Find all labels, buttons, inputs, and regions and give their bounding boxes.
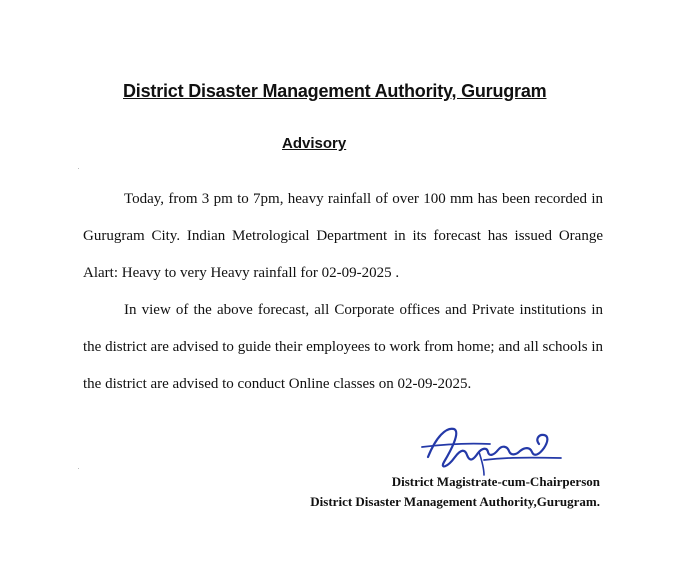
- scan-speck: [78, 168, 79, 169]
- signatory-designation: District Magistrate-cum-Chairperson: [391, 474, 600, 489]
- handwritten-signature: [416, 417, 566, 477]
- signatory-organization: District Disaster Management Authority,Gurugram.: [310, 494, 600, 509]
- advisory-paragraph-1: Today, from 3 pm to 7pm, heavy rainfall of over 100 mm has been recorded in Gurugram City. Indian Metrological Department in its forecast has issued Orange Alart: Heavy to very Heavy rainfall for 02-09-2025 .: [83, 191, 603, 281]
- document-title: District Disaster Management Authority, Gurugram: [123, 81, 547, 101]
- scan-speck: [78, 468, 79, 469]
- advisory-paragraph-2: In view of the above forecast, all Corporate offices and Private institutions in the district are advised to guide their employees to work from home; and all schools in the district are advised to conduct Online classes on 02-09-2025.: [83, 302, 603, 392]
- document-subtitle: Advisory: [282, 135, 347, 152]
- signatory-block: [260, 472, 600, 512]
